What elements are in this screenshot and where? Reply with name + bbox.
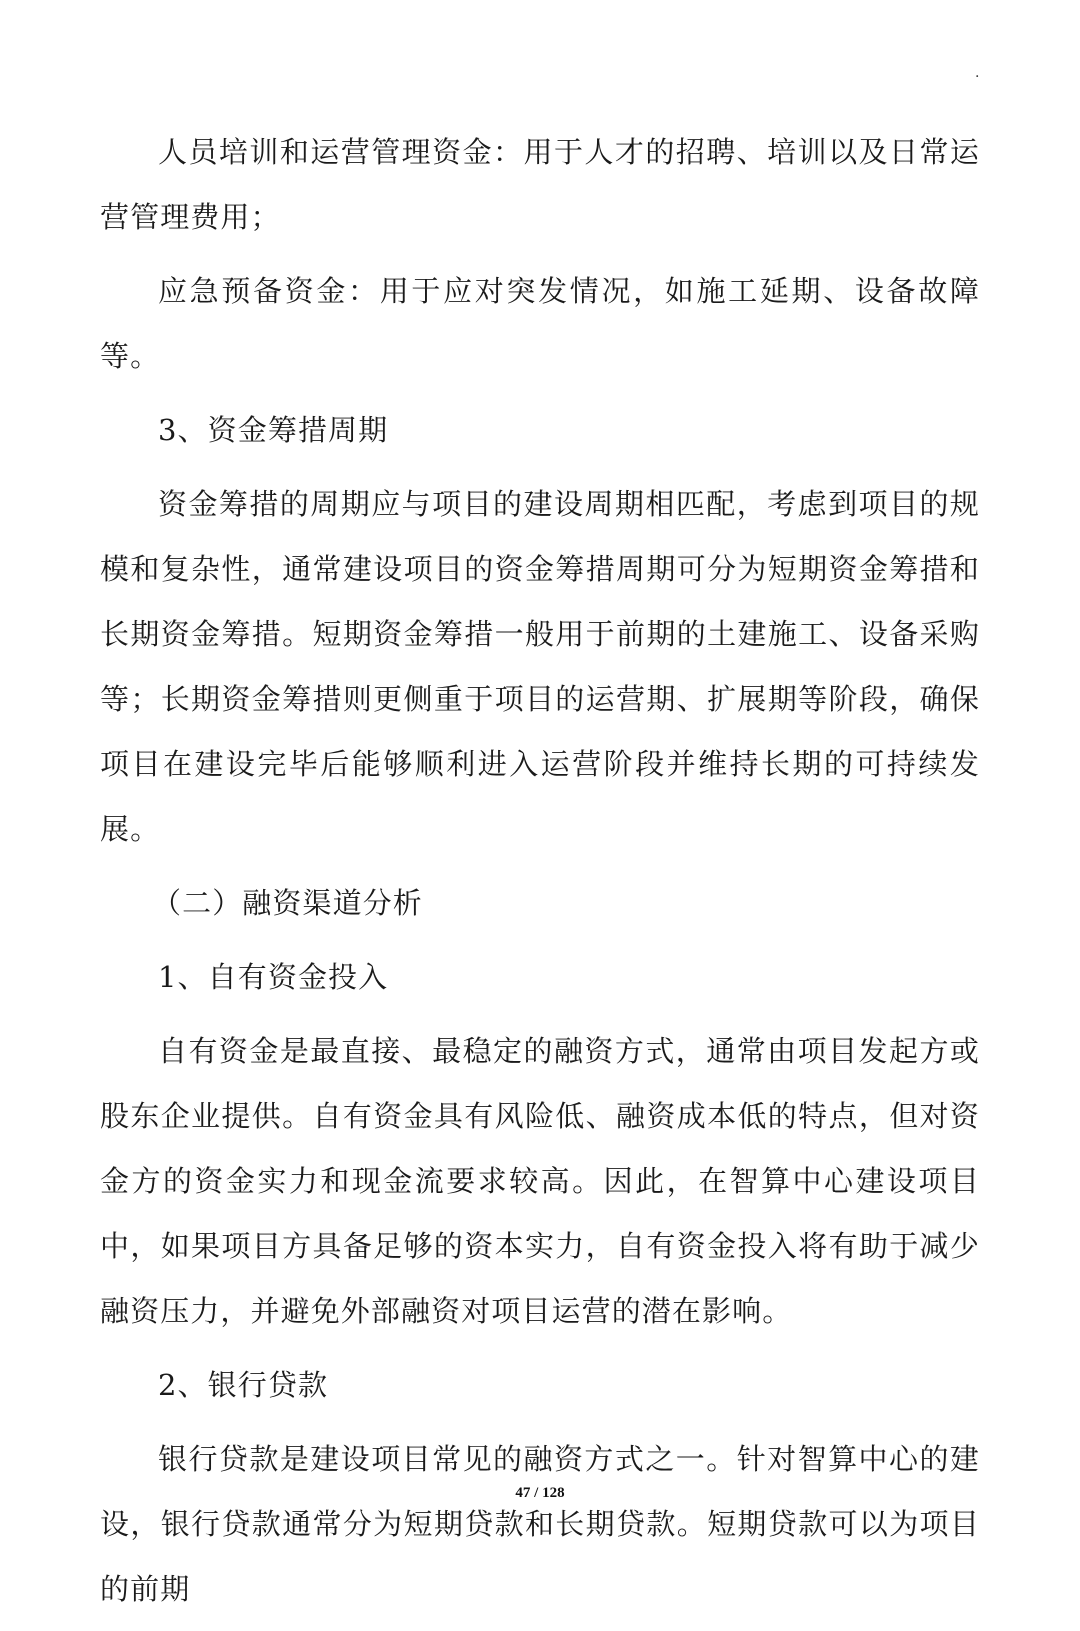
paragraph-emergency-funds: 应急预备资金：用于应对突发情况，如施工延期、设备故障等。 [100, 274, 980, 373]
section-heading-own-funds: 1、自有资金投入 [158, 960, 389, 994]
paragraph-training-funds: 人员培训和运营管理资金：用于人才的招聘、培训以及日常运营管理费用； [100, 135, 980, 234]
corner-mark: · [975, 69, 980, 85]
section-heading-funding-cycle: 3、资金筹措周期 [158, 413, 389, 447]
paragraph-own-funds: 自有资金是最直接、最稳定的融资方式，通常由项目发起方或股东企业提供。自有资金具有风险低、融资成本低的特点，但对资金方的资金实力和现金流要求较高。因此，在智算中心建设项目中，如果项目方具备足够的资本实力，自有资金投入将有助于减少融资压力，并避免外部融资对项目运营的潜在影响。 [100, 1034, 980, 1328]
page-number: 47 / 128 [515, 1485, 565, 1501]
paragraph-funding-cycle: 资金筹措的周期应与项目的建设周期相匹配，考虑到项目的规模和复杂性，通常建设项目的资金筹措周期可分为短期资金筹措和长期资金筹措。短期资金筹措一般用于前期的土建施工、设备采购等；长期资金筹措则更侧重于项目的运营期、扩展期等阶段，确保项目在建设完毕后能够顺利进入运营阶段并维持长期的可持续发展。 [100, 487, 980, 846]
section-heading-financing-channels: （二）融资渠道分析 [152, 886, 423, 920]
document-body [100, 120, 980, 1631]
paragraph-bank-loans: 银行贷款是建设项目常见的融资方式之一。针对智算中心的建设，银行贷款通常分为短期贷款和长期贷款。短期贷款可以为项目的前期 [100, 1442, 980, 1606]
section-heading-bank-loans: 2、银行贷款 [158, 1368, 329, 1402]
